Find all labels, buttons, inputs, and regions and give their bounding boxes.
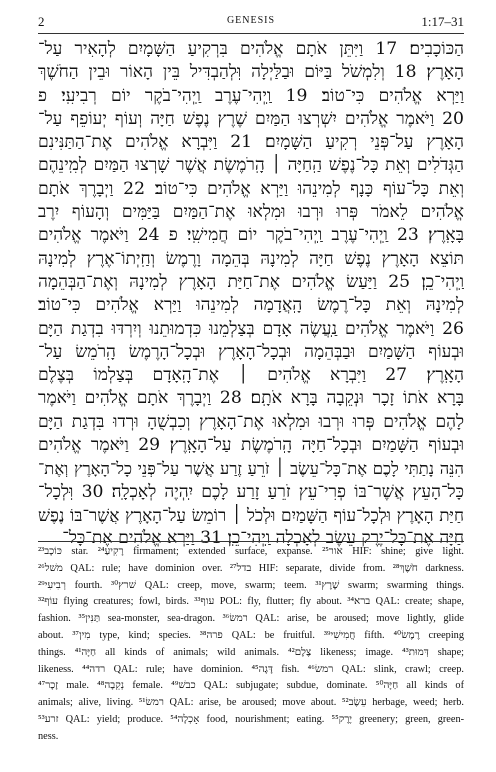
hebrew-text-line: לְמִינָהּ וְאֵת כָּל־רֶמֶשׂ הָֽאֲדָמָה לְמִינֵהוּ וַיַּרְא אֱלֹהִים כִּי־טוֹב׃ [38, 295, 464, 316]
hebrew-text-line: וּבְעוֹף הַשָּׁמַיִם וּבַבְּהֵמָה וּבְכָל־הָאָרֶץ וּבְכָל־הָרֶמֶשׂ הָֽרֹמֵשׂ עַל־ [38, 341, 464, 362]
hebrew-text-line: הָאָרֶץ עַל־פְּנֵי רְקִיעַ הַשָּׁמָיִם׃ 21 וַיִּבְרָא אֱלֹהִים אֶת־הַתַּנִּינִם [38, 132, 464, 153]
hebrew-text-line: כָּל־הָעֵץ אֲשֶׁר־בּוֹ פְרִי־עֵץ זֹרֵעַ זָרַע לָכֶם יִֽהְיֶה לְאָכְלָֽה׃ 30 וּֽלְכָל־ [38, 481, 464, 502]
hebrew-text-line: תּוֹצֵא הָאָרֶץ נֶפֶשׁ חַיָּה לְמִינָהּ בְּהֵמָה וָרֶמֶשׂ וְחַֽיְתוֹ־אֶרֶץ לְמִינָהּ [38, 248, 464, 269]
hebrew-text-line: חַיָּה אֶת־כָּל־יֶרֶק עֵשֶׂב לְאָכְלָה וַֽיְהִי־כֵֽן׃ 31 וַיַּרְא אֱלֹהִים אֶת־כָּל־ [62, 528, 464, 549]
footnote-line: ⁵³זרע QAL: yield; produce. ⁵⁴אָכְלָה food, nourishment; eating. ⁵⁵יֶרֶק greenery; green, green- [38, 713, 464, 725]
hebrew-text-line: הַכּוֹכָבִים׃ 17 וַיִּתֵּן אֹתָם אֱלֹהִים בִּרְקִיעַ הַשָּׁמָיִם לְהָאִיר עַל־ [38, 39, 464, 59]
hebrew-text-line: הָאָרֶץ׃ 18 וְלִמְשֹׁל בַּיּוֹם וּבַלַּיְלָה וּֽלְהַבְדִּיל בֵּין הָאוֹר וּבֵין הַחֹשֶׁךְ [38, 62, 464, 83]
footnote-line: animals; alive, living. ⁵¹רמשׂ QAL: arise, be aroused; move about. ⁵²עֵשֶׂב herbage, weed; herb. [38, 697, 464, 709]
hebrew-text-line: הַגְּדֹלִים וְאֵת כָּל־נֶפֶשׁ הַֽחַיָּה ׀ הָֽרֹמֶשֶׂת אֲשֶׁר שָׁרְצוּ הַמַּיִם לְמִֽינֵהֶם [38, 155, 464, 176]
chapter-verse-reference: 1:17–31 [421, 14, 464, 29]
footnote-line: ³²עוֹף flying creatures; fowl, birds. ³³עוף POL: fly, flutter; fly about. ³⁴ברא QAL: create; shape, [38, 596, 464, 608]
footnote-divider [38, 541, 464, 542]
footnote-line: ²³כּוֹכָב star. ²⁴רָקִיעַ firmament; extended surface, expanse. ²⁵אור HIF: shine; give light. [38, 546, 464, 557]
hebrew-text-line: וְאֵת כָּל־עוֹף כָּנָף לְמִינֵהוּ וַיַּרְא אֱלֹהִים כִּי־טוֹב׃ 22 וַיְבָרֶךְ אֹתָם [38, 178, 464, 199]
hebrew-text-line: וּבְעוֹף הַשָּׁמַיִם וּבְכָל־חַיָּה הָֽרֹמֶשֶׂת עַל־הָאָֽרֶץ׃ 29 וַיֹּאמֶר אֱלֹהִים [38, 435, 464, 456]
footnote-block [38, 544, 464, 746]
footnote-line: ²⁶משׁל QAL: rule; have dominion over. ²⁷בדל HIF: separate, divide from. ²⁸חֹשֶׁךְ darkness. [38, 562, 464, 574]
hebrew-text-line: חַיַּת הָאָרֶץ וּלְכָל־עוֹף הַשָּׁמַיִם וּלְכֹל ׀ רוֹמֵשׂ עַל־הָאָרֶץ אֲשֶׁר־בּוֹ נֶפֶשׁ [38, 504, 464, 525]
footnote-line: ness. [38, 730, 59, 742]
footnote-line: ²⁹רְבִיעִי fourth. ³⁰שׁרץ QAL: creep, move, swarm; teem. ³¹שֶׁרֶץ swarm; swarming things. [38, 579, 464, 591]
hebrew-text-line: לָהֶם אֱלֹהִים פְּרוּ וּרְבוּ וּמִלְאוּ אֶת־הָאָרֶץ וְכִבְשֻׁהָ וּרְדוּ בִּדְגַת הַיָּם [38, 411, 464, 432]
hebrew-text-block [38, 38, 464, 551]
hebrew-text-line: הָאָֽרֶץ׃ 27 וַיִּבְרָא אֱלֹהִים ׀ אֶת־הָֽאָדָם בְּצַלְמוֹ בְּצֶלֶם [38, 365, 464, 386]
header-divider [38, 33, 464, 34]
footnote-line: ⁴⁷זָכָר male. ⁴⁸נְקֵבָה female. ⁴⁹כבשׁ QAL: subjugate; subdue, dominate. ⁵⁰חַיָּה all kinds of [38, 680, 464, 692]
book-title: GENESIS [226, 15, 276, 26]
footnote-line: likeness. ⁴⁴רדה QAL: rule; have dominion. ⁴⁵דָּגָה fish. ⁴⁶רמשׂ QAL: slink, crawl; creep. [38, 663, 464, 675]
hebrew-text-line: וַֽיְהִי־כֵֽן׃ 25 וַיַּעַשׂ אֱלֹהִים אֶת־חַיַּת הָאָרֶץ לְמִינָהּ וְאֶת־הַבְּהֵמָה [38, 271, 464, 292]
footnote-line: things. ⁴¹חַיָּה all kinds of animals; wild animals. ⁴²צֶלֶם likeness; image. ⁴³דְּמוּת shape; [38, 646, 464, 658]
hebrew-text-line: וַיַּרְא אֱלֹהִים כִּי־טוֹב׃ 19 וַֽיְהִי־עֶרֶב וַֽיְהִי־בֹקֶר יוֹם רְבִיעִֽי׃ פ [38, 85, 464, 106]
footnote-line: about. ³⁷מִין type, kind; species. ³⁸פרה QAL: be fruitful. ³⁹חֲמִישִׁי fifth. ⁴⁰רֶמֶשׂ creeping [38, 629, 464, 641]
page-header [38, 14, 464, 32]
hebrew-text-line: 26 וַיֹּאמֶר אֱלֹהִים נַֽעֲשֶׂה אָדָם בְּצַלְמֵנוּ כִּדְמוּתֵנוּ וְיִרְדּוּ בִדְגַת הַיָּם [38, 318, 464, 339]
hebrew-text-line: 20 וַיֹּאמֶר אֱלֹהִים יִשְׁרְצוּ הַמַּיִם שֶׁרֶץ נֶפֶשׁ חַיָּה וְעוֹף יְעוֹפֵף עַל־ [38, 108, 464, 129]
hebrew-text-line: הִנֵּה נָתַתִּי לָכֶם אֶת־כָּל־עֵשֶׂב ׀ זֹרֵעַ זֶרַע אֲשֶׁר עַל־פְּנֵי כָל־הָאָרֶץ וְאֶת־ [38, 459, 464, 479]
page-number: 2 [38, 14, 45, 29]
hebrew-text-line: אֱלֹהִים לֵאמֹר פְּרוּ וּרְבוּ וּמִלְאוּ אֶת־הַמַּיִם בַּיַּמִּים וְהָעוֹף יִרֶב [38, 202, 464, 223]
hebrew-text-line: בָּרָא אֹתוֹ זָכָר וּנְקֵבָה בָּרָא אֹתָֽם׃ 28 וַיְבָרֶךְ אֹתָם אֱלֹהִים וַיֹּאמֶר [38, 388, 464, 409]
hebrew-text-line: בָּאָֽרֶץ׃ 23 וַֽיְהִי־עֶרֶב וַֽיְהִי־בֹקֶר יוֹם חֲמִישִֽׁי׃ פ 24 וַיֹּאמֶר אֱלֹהִים [38, 225, 464, 246]
footnote-line: fashion. ³⁵תַּנִּין sea-monster, sea-dragon. ³⁶רמשׂ QAL: arise, be aroused; move lightly, glide [38, 613, 464, 625]
